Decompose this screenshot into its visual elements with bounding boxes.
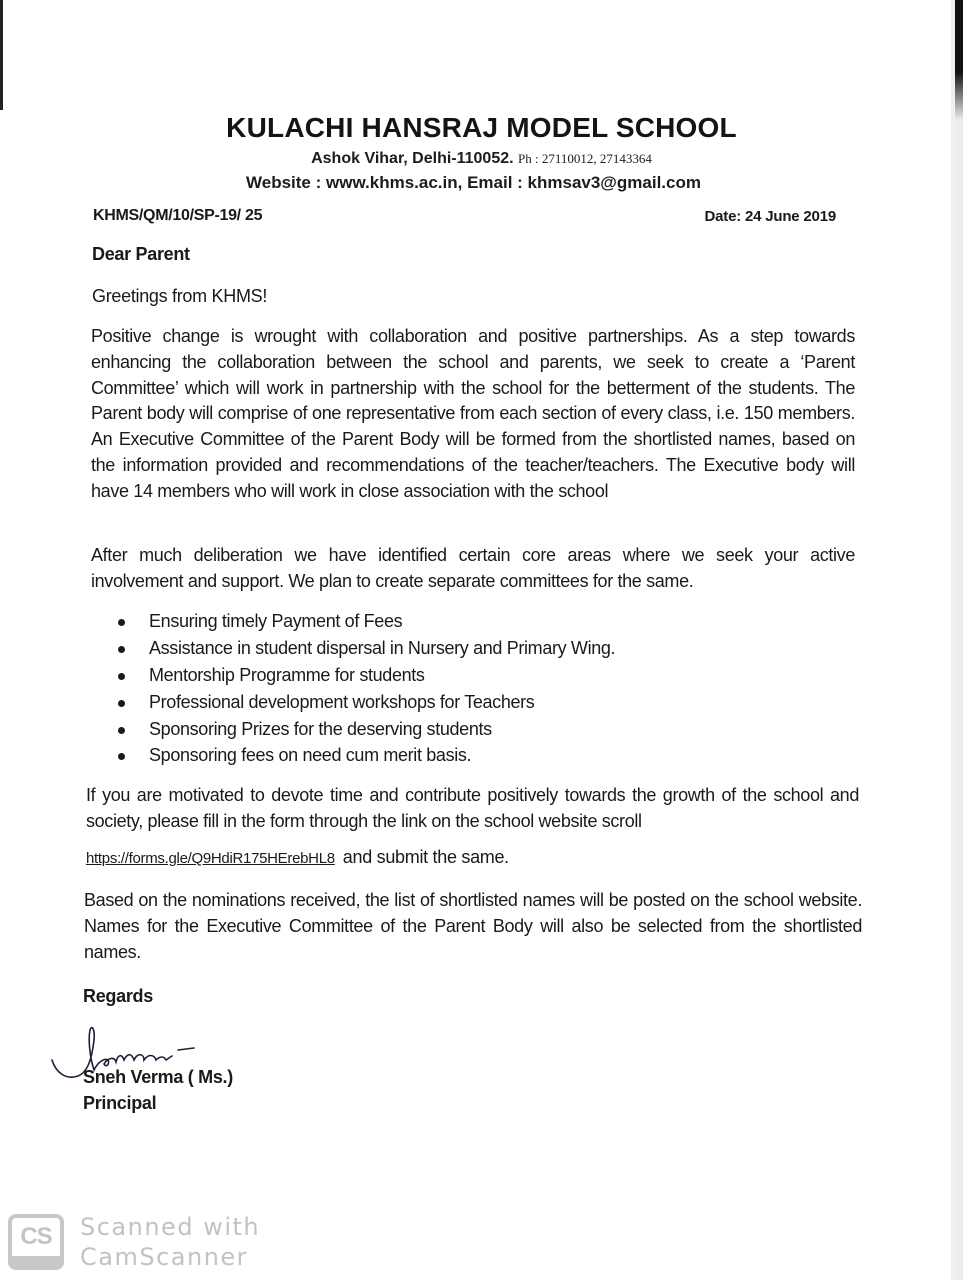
paragraph-intro: Positive change is wrought with collaboration and positive partnerships. As a step towards enhancing the collaboration between the school and parents, we seek to create a ‘Parent Committee’ which will work in partnership with the school for the betterment of the students. The Parent body will comprise of one representative from each section of every class, i.e. 150 members. An Executive Committee of the Parent Body will be formed from the shortlisted names, based on the information provided and recommendations of the teacher/teachers. The Executive body will have 14 members who will work in close association with the school — [91, 326, 855, 501]
bullet-icon — [118, 727, 125, 734]
scan-edge-left — [0, 0, 3, 110]
list-item: Sponsoring fees on need cum merit basis. — [118, 742, 615, 769]
list-item: Professional development workshops for Teachers — [118, 689, 615, 716]
salutation: Dear Parent — [92, 244, 190, 264]
list-item: Ensuring timely Payment of Fees — [118, 608, 615, 635]
list-item: Assistance in student dispersal in Nursery and Primary Wing. — [118, 635, 615, 662]
school-address-line — [0, 150, 963, 168]
scan-edge-right — [951, 0, 963, 1280]
camscanner-watermark — [8, 1212, 260, 1272]
bullet-icon — [118, 619, 125, 626]
watermark-text: Scanned with CamScanner — [80, 1213, 261, 1271]
school-address: Ashok Vihar, Delhi-110052. — [311, 150, 514, 167]
bullet-icon — [118, 646, 125, 653]
bullet-icon — [118, 753, 125, 760]
list-item: Mentorship Programme for students — [118, 662, 615, 689]
paragraph-nominations: Based on the nominations received, the list of shortlisted names will be posted on the school website. Names for the Executive Committee of the Parent Body will also be selected from the shortlisted names. — [84, 890, 862, 962]
scan-edge-shadow — [955, 0, 963, 120]
school-contact: Website : www.khms.ac.in, Email : khmsav3@gmail.com — [246, 173, 701, 192]
paragraph-core-areas: After much deliberation we have identified certain core areas where we seek your active involvement and support. We plan to create separate committees for the same. — [91, 545, 855, 591]
core-areas-list — [118, 608, 615, 769]
camscanner-logo-icon: CS — [8, 1214, 64, 1270]
list-item: Sponsoring Prizes for the deserving students — [118, 716, 615, 743]
letter-date: Date: 24 June 2019 — [704, 208, 836, 225]
bullet-icon — [118, 673, 125, 680]
reference-number: KHMS/QM/10/SP-19/ 25 — [93, 207, 263, 224]
greeting: Greetings from KHMS! — [92, 286, 268, 306]
school-phone: Ph : 27110012, 27143364 — [518, 151, 652, 166]
signer-title: Principal — [83, 1093, 157, 1113]
signer-name: Sneh Verma ( Ms.) — [83, 1067, 233, 1087]
paragraph-call-to-action: If you are motivated to devote time and contribute positively towards the growth of the school and society, please fill in the form through the link on the school website scroll — [86, 785, 859, 831]
bullet-icon — [118, 700, 125, 707]
closing-regards: Regards — [83, 986, 153, 1006]
form-link-line — [86, 847, 509, 868]
form-link-suffix: and submit the same. — [342, 847, 509, 867]
form-link[interactable]: https://forms.gle/Q9HdiR175HErebHL8 — [86, 850, 335, 867]
school-name: KULACHI HANSRAJ MODEL SCHOOL — [226, 112, 737, 143]
